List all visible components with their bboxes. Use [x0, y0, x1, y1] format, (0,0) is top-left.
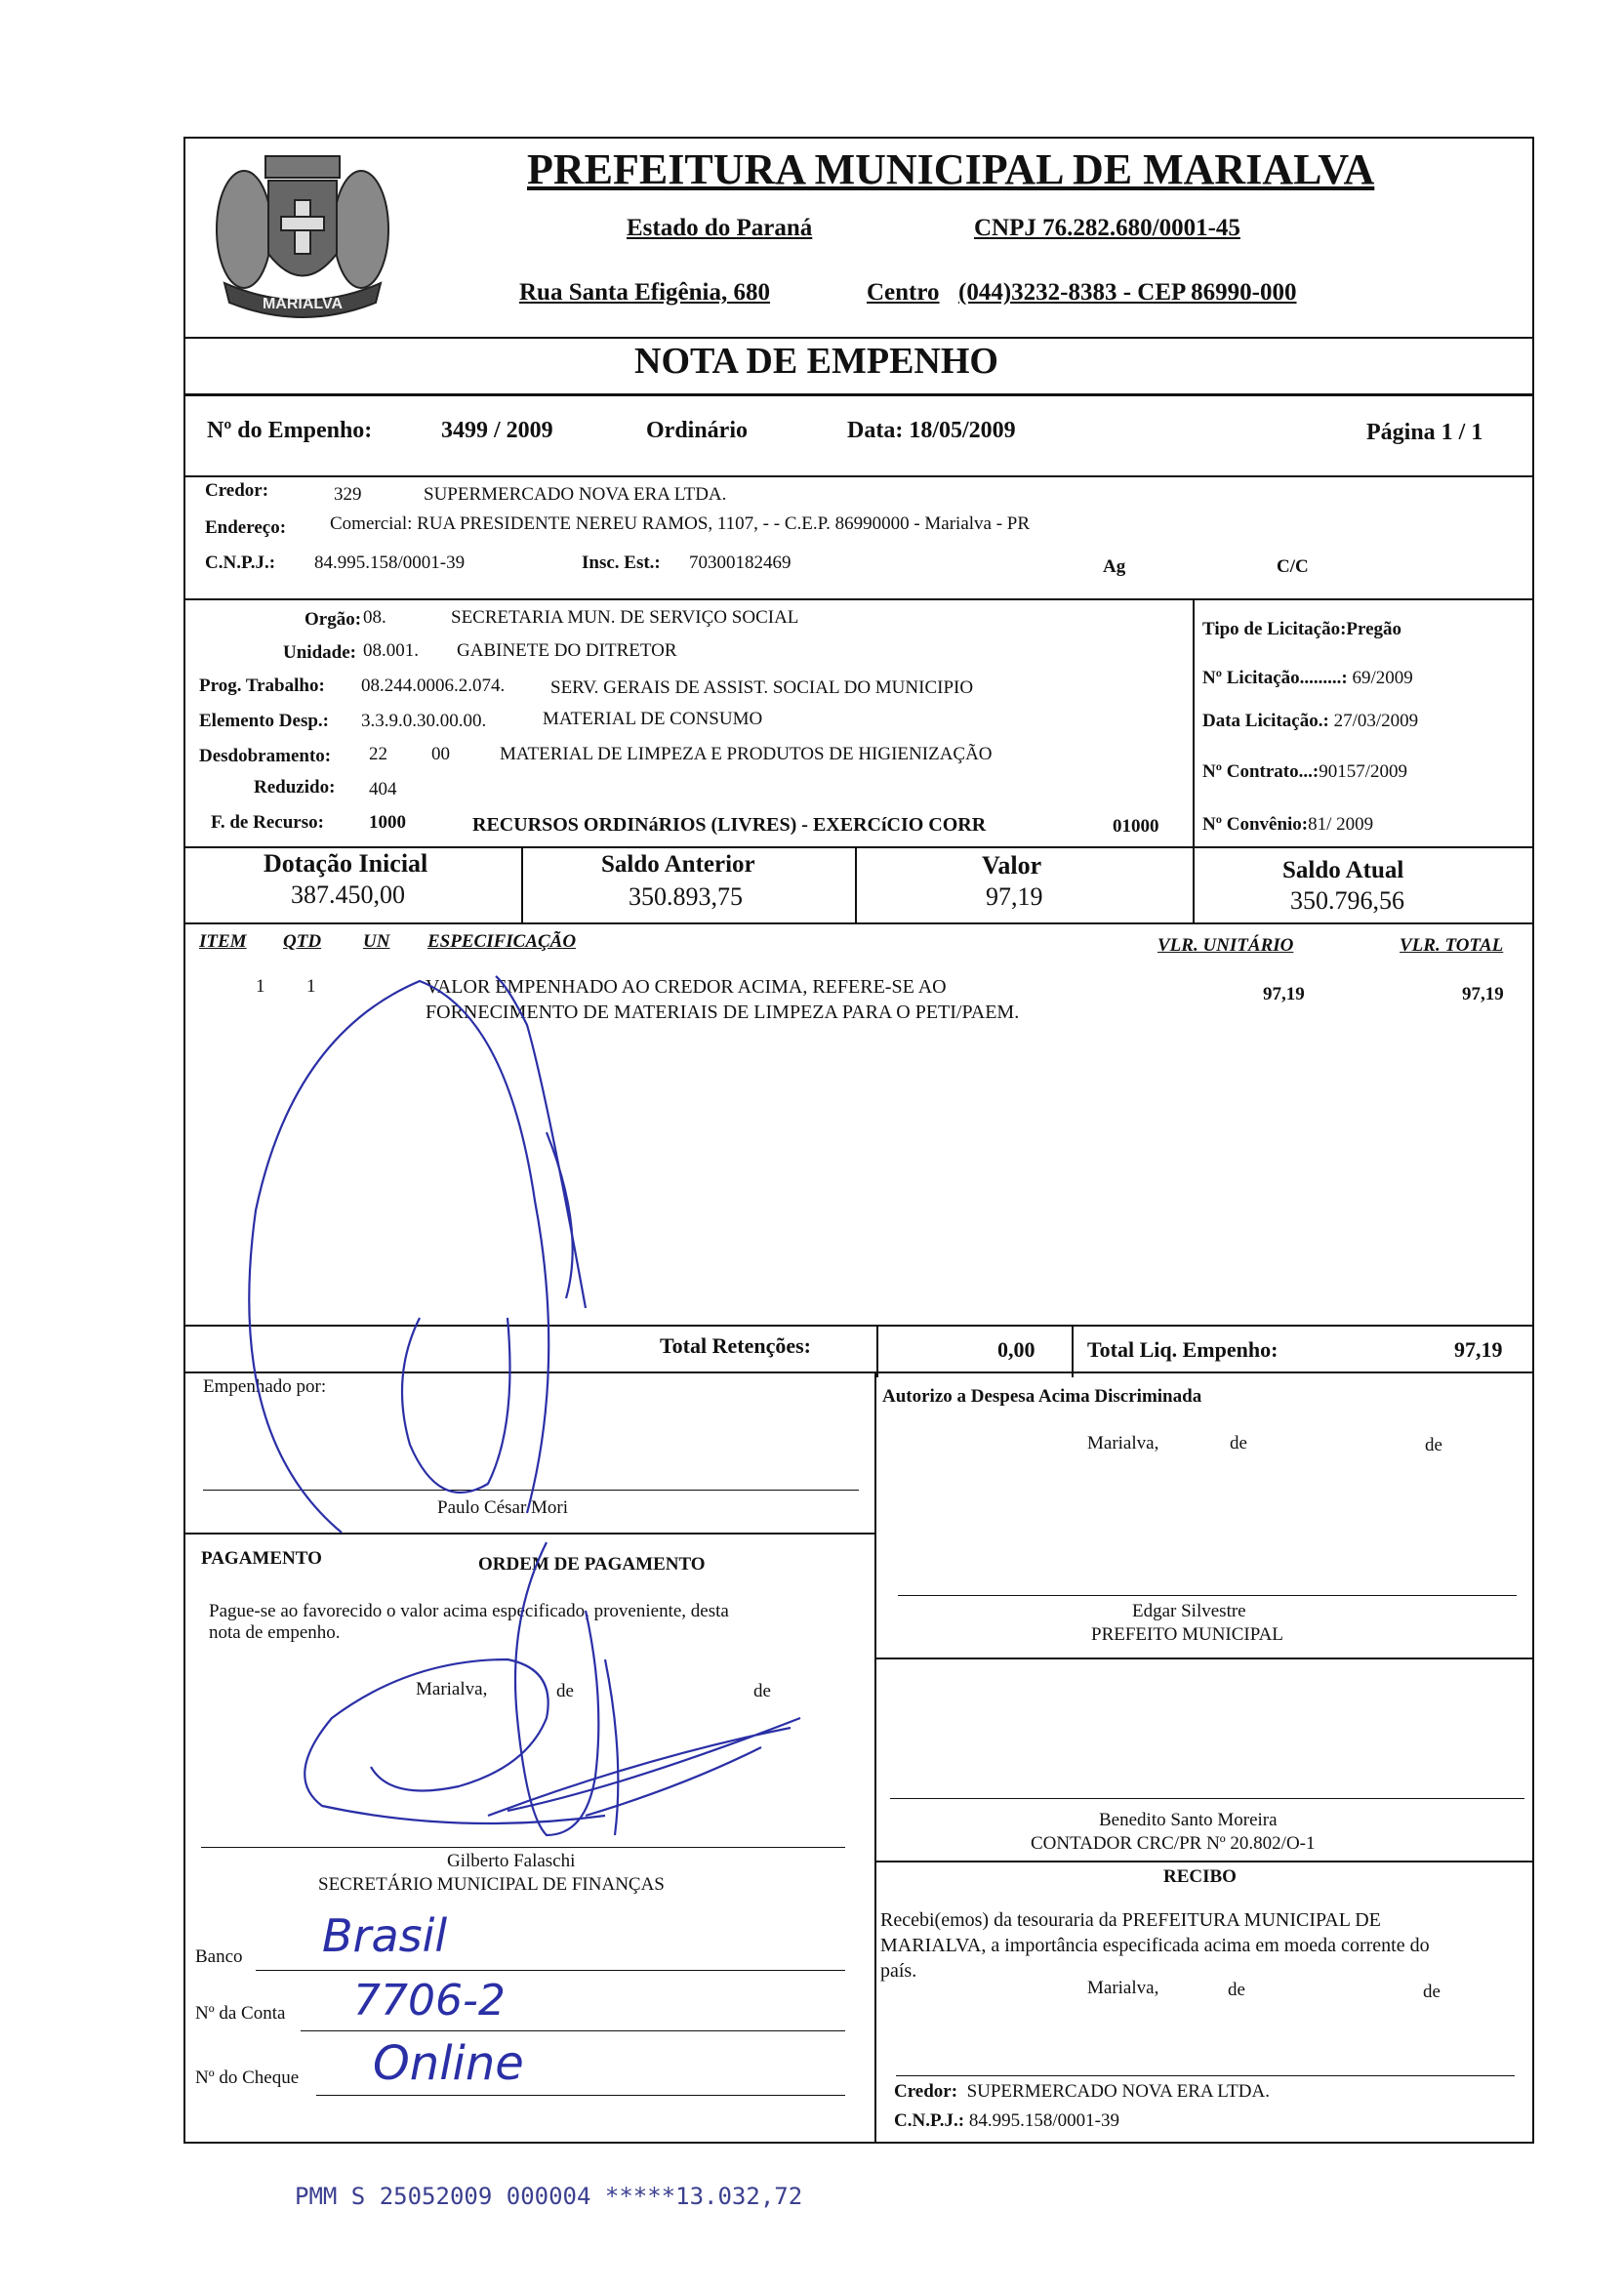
prefeito-signer: Edgar Silvestre	[1132, 1601, 1246, 1621]
empenhado-label: Empenhado por:	[203, 1376, 327, 1397]
prog-code: 08.244.0006.2.074.	[361, 675, 506, 696]
recurso-code: 1000	[369, 812, 406, 833]
autorizo-de2: de	[1425, 1435, 1442, 1455]
saldo-anterior-label: Saldo Anterior	[601, 851, 755, 878]
recibo-city: Marialva,	[1087, 1978, 1159, 1998]
cnpj-header: CNPJ 76.282.680/0001-45	[974, 215, 1240, 241]
pagamento-label: PAGAMENTO	[201, 1548, 322, 1569]
svg-text:MARIALVA: MARIALVA	[262, 296, 344, 312]
banco-label: Banco	[195, 1946, 243, 1967]
empenho-type: Ordinário	[646, 418, 749, 443]
contador-signer: Benedito Santo Moreira	[1099, 1810, 1278, 1830]
credor-cnpj-label: C.N.P.J.:	[205, 553, 276, 573]
ag-label: Ag	[1103, 556, 1126, 577]
item-qtd: 1	[306, 976, 316, 997]
state-name: Estado do Paraná	[627, 215, 813, 241]
unidade-desc: GABINETE DO DITRETOR	[457, 640, 677, 661]
banco-value: Brasil	[322, 1909, 448, 1962]
credor-code: 329	[334, 484, 362, 505]
desd-code2: 00	[431, 744, 450, 764]
orgao-label: Orgão:	[304, 609, 362, 630]
valor-value: 97,19	[986, 882, 1043, 911]
recurso-code2: 01000	[1113, 816, 1159, 837]
col-un: UN	[363, 931, 390, 952]
col-especificacao: ESPECIFICAÇÃO	[427, 931, 577, 952]
item-number: 1	[256, 976, 265, 997]
recurso-label: F. de Recurso:	[211, 812, 324, 833]
empenho-date: Data: 18/05/2009	[847, 418, 1016, 443]
elem-code: 3.3.9.0.30.00.00.	[361, 711, 487, 731]
credor-cnpj: 84.995.158/0001-39	[314, 553, 466, 573]
reduzido-label: Reduzido:	[254, 777, 336, 798]
recibo-credor: Credor: SUPERMERCADO NOVA ERA LTDA.	[894, 2081, 1270, 2102]
col-vlr-unitario: VLR. UNITÁRIO	[1157, 935, 1294, 956]
ordem-pagamento-label: ORDEM DE PAGAMENTO	[478, 1554, 706, 1575]
valor-label: Valor	[982, 851, 1042, 880]
saldo-anterior-value: 350.893,75	[629, 882, 743, 911]
contador-role: CONTADOR CRC/PR Nº 20.802/O-1	[1031, 1833, 1316, 1854]
orgao-desc: SECRETARIA MUN. DE SERVIÇO SOCIAL	[451, 607, 799, 628]
convenio-number: Nº Convênio:81/ 2009	[1202, 814, 1374, 835]
saldo-atual-label: Saldo Atual	[1282, 857, 1404, 883]
liq-label: Total Liq. Empenho:	[1087, 1337, 1279, 1362]
cc-label: C/C	[1277, 556, 1309, 577]
page-number: Página 1 / 1	[1366, 420, 1483, 445]
recibo-de1: de	[1228, 1980, 1245, 2000]
orgao-code: 08.	[363, 607, 386, 628]
empenho-label: Nº do Empenho:	[207, 418, 373, 443]
financas-signer: Gilberto Falaschi	[447, 1851, 576, 1871]
retencoes-value: 0,00	[997, 1337, 1035, 1362]
licitacao-number: Nº Licitação.........: 69/2009	[1202, 668, 1413, 688]
contrato-number: Nº Contrato...:90157/2009	[1202, 761, 1407, 782]
recibo-cnpj: C.N.P.J.: 84.995.158/0001-39	[894, 2110, 1119, 2131]
recibo-text3: país.	[880, 1960, 917, 1982]
street-address: Rua Santa Efigênia, 680	[519, 279, 770, 306]
address-label: Endereço:	[205, 517, 287, 538]
district: Centro	[867, 279, 940, 306]
item-vlr-unitario: 97,19	[1263, 984, 1305, 1004]
liq-value: 97,19	[1454, 1337, 1503, 1362]
pagamento-city: Marialva,	[416, 1679, 488, 1699]
unidade-label: Unidade:	[283, 642, 356, 663]
empenho-number: 3499 / 2009	[441, 418, 553, 443]
tipo-licitacao: Tipo de Licitação:Pregão	[1202, 619, 1402, 639]
desd-code1: 22	[369, 744, 387, 764]
recibo-text1: Recebi(emos) da tesouraria da PREFEITURA MUNICIPAL DE	[880, 1909, 1381, 1931]
reduzido-code: 404	[369, 779, 397, 799]
prefeito-role: PREFEITO MUNICIPAL	[1091, 1624, 1283, 1645]
recurso-desc: RECURSOS ORDINáRIOS (LIVRES) - EXERCíCIO CORR	[472, 814, 987, 836]
elem-desc: MATERIAL DE CONSUMO	[543, 709, 763, 729]
financas-role: SECRETÁRIO MUNICIPAL DE FINANÇAS	[318, 1874, 665, 1895]
conta-value: 7706-2	[353, 1976, 506, 2026]
document-title: NOTA DE EMPENHO	[634, 341, 998, 382]
footer-stamp: PMM S 25052009 000004 *****13.032,72	[295, 2183, 803, 2210]
dotacao-value: 387.450,00	[291, 880, 405, 909]
desd-desc: MATERIAL DE LIMPEZA E PRODUTOS DE HIGIENIZAÇÃO	[500, 744, 993, 764]
item-vlr-total: 97,19	[1462, 984, 1504, 1004]
col-qtd: QTD	[283, 931, 322, 952]
pagamento-de2: de	[753, 1681, 771, 1701]
prog-desc: SERV. GERAIS DE ASSIST. SOCIAL DO MUNICIPIO	[550, 677, 974, 698]
pagamento-text2: nota de empenho.	[209, 1622, 341, 1643]
dotacao-label: Dotação Inicial	[264, 849, 428, 878]
recibo-text2: MARIALVA, a importância especificada acima em moeda corrente do	[880, 1935, 1430, 1956]
autorizo-city: Marialva,	[1087, 1433, 1159, 1453]
autorizo-label: Autorizo a Despesa Acima Discriminada	[882, 1386, 1202, 1407]
item-desc-line1: VALOR EMPENHADO AO CREDOR ACIMA, REFERE-SE AO	[426, 976, 947, 998]
item-desc-line2: FORNECIMENTO DE MATERIAIS DE LIMPEZA PARA O PETI/PAEM.	[426, 1002, 1020, 1023]
licitacao-date: Data Licitação.: 27/03/2009	[1202, 711, 1419, 731]
prog-label: Prog. Trabalho:	[199, 675, 325, 696]
credor-label: Credor:	[205, 480, 269, 501]
cheque-value: Online	[373, 2036, 524, 2091]
pagamento-text1: Pague-se ao favorecido o valor acima especificado, proveniente, desta	[209, 1601, 729, 1621]
desd-label: Desdobramento:	[199, 746, 332, 766]
credor-name: SUPERMERCADO NOVA ERA LTDA.	[424, 484, 727, 505]
insc-value: 70300182469	[689, 553, 792, 573]
credor-address: Comercial: RUA PRESIDENTE NEREU RAMOS, 1107, - - C.E.P. 86990000 - Marialva - PR	[330, 513, 1031, 534]
empenhado-signer: Paulo César Mori	[437, 1497, 569, 1518]
col-item: ITEM	[199, 931, 247, 952]
col-vlr-total: VLR. TOTAL	[1400, 935, 1504, 956]
saldo-atual-value: 350.796,56	[1290, 886, 1404, 915]
insc-label: Insc. Est.:	[582, 553, 661, 573]
autorizo-de1: de	[1230, 1433, 1247, 1453]
cheque-label: Nº do Cheque	[195, 2067, 300, 2088]
retencoes-label: Total Retenções:	[660, 1333, 811, 1358]
prefeitura-title: PREFEITURA MUNICIPAL DE MARIALVA	[527, 145, 1375, 193]
recibo-de2: de	[1423, 1982, 1441, 2002]
conta-label: Nº da Conta	[195, 2003, 286, 2024]
unidade-code: 08.001.	[363, 640, 419, 661]
phone-cep: (044)3232-8383 - CEP 86990-000	[958, 279, 1297, 306]
elem-label: Elemento Desp.:	[199, 711, 329, 731]
recibo-title: RECIBO	[1163, 1866, 1237, 1887]
pagamento-de1: de	[556, 1681, 574, 1701]
